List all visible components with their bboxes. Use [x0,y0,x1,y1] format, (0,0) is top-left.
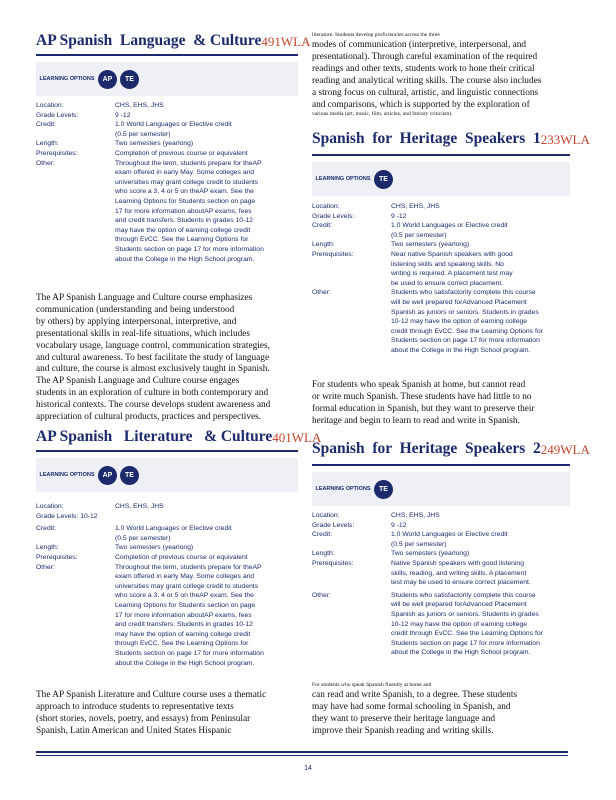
ap-badge-icon: AP [98,70,117,89]
detail-row-credit: Credit: 1.0 World Languages or Elective credit (0.5 per semester) [36,121,232,138]
course-code: 401WLA [272,430,322,445]
detail-row-prerequisites: Prerequisites: Native Spanish speakers with good listening skills, reading, and writing skills. A placement test may be used to ensure correct placement. [312,559,531,587]
footer-rule-thin [36,755,568,756]
course-code: 249WLA [540,442,590,457]
course-description: For students who speak Spanish at home, but cannot read or write much Spanish. These students have had little to no formal education in Spanish, but they want to preserve their heritage and begin to learn to read and write in Spanish. [312,380,535,426]
page-number: 14 [304,765,312,772]
course-description: The AP Spanish Literature and Culture course uses a thematic approach to introduce students to representative texts (short stories, novels, poetry, and essays) from Peninsular Spanish, Latin American and United States Hispanic [36,690,267,736]
learning-options-bar [36,62,298,96]
detail-row-length: Length: Two semesters (yearlong) [312,241,470,249]
course-code: 233WLA [540,132,590,147]
title-rule [312,154,570,156]
course-description: can read and write Spanish, to a degree. These students may have had some formal schooling in Spanish, and they want to preserve their heritage language and improve their Spanish reading and writing skills. [312,690,518,736]
detail-row-location: Location: CHS, EHS, JHS [312,203,440,210]
course-title-heritage-2: Spanish for Heritage Speakers 2 249WLA [312,440,590,457]
title-rule [36,450,298,452]
course-code: 491WLA [261,34,311,49]
course-title-ap-spanish-literature: AP Spanish Literature & Culture 401WLA [36,428,322,445]
detail-row-prerequisites: Prerequisites: Near native Spanish speakers with good listening skills and speaking skills. No writing is required. A placement test may be used to ensure correct placement. [312,250,513,287]
te-badge-icon: TE [374,480,393,499]
learning-options-bar [312,162,570,196]
detail-row-other: Other: Students who satisfactorily complete this course will be well prepared forAdvanced Placement Spanish as juniors or seniors. Students in grades 10-12 may have the option of earning college credit through EvCC. See the Learning Options for Students section on page 17 for more information about the College in the High School program. [312,289,543,354]
detail-row-length: Length: Two semesters (yearlong) [312,550,470,558]
ap-badge-icon: AP [98,466,117,485]
learning-options-label: LEARNING OPTIONS [39,471,95,478]
learning-options-bar [36,458,298,492]
te-badge-icon: TE [120,70,139,89]
course-details [312,202,570,356]
detail-row-grade: Grade Levels: 9 -12 [312,212,407,220]
detail-row-prerequisites: Prerequisites: Completion of previous course or equivalent [36,553,248,561]
te-badge-icon: TE [120,466,139,485]
learning-options-label: LEARNING OPTIONS [315,485,371,492]
course-details [36,502,298,668]
lead-small-text: For students who speak Spanish fluently at home and [312,682,432,688]
detail-row-grade: Grade Levels: 10-12 [36,512,98,520]
learning-options-label: LEARNING OPTIONS [315,175,371,182]
detail-row-prerequisites: Prerequisites: Completion of previous course or equivalent [36,149,248,157]
detail-row-credit: Credit: 1.0 World Languages or Elective credit (0.5 per semester) [312,222,508,239]
title-rule [36,54,298,56]
continued-description: modes of communication (interpretive, interpersonal, and presentational). Through careful examination of the required readings and other texts, students work to hone their critical reading and analytical writing skills. The course also includes a strong focus on cultural, artistic, and linguistic connections and comparisons, which is supported by the exploration of [312,40,542,110]
title-rule [312,464,570,466]
detail-row-location: Location: CHS, EHS, JHS [312,512,440,519]
detail-row-other: Other: Throughout the term, students prepare for theAP exam offered in early May. Some colleges and universities may grant college credit to students who score a 3, 4 or 5 on theAP exam. See the Learning Options for Students section on page 17 for more information aboutAP exams, fees and credit transfers. Students in grades 10-12 may have the option of earning college credit through EvCC. See the Learning Options for Students section on page 17 for more information about the College in the High School program. [36,159,264,263]
detail-row-other: Other: Students who satisfactorily complete this course will be well prepared forAdvanced Placement Spanish as juniors or seniors. Students in grades 10-12 may have the option of earning college credit through EvCC. See the Learning Options for Students section on page 17 for more information about the College in the High School program. [312,591,543,657]
course-title-ap-spanish-language: AP Spanish Language & Culture 491WLA [36,32,311,49]
footer-rule [36,751,568,753]
detail-row-length: Length: Two semesters (yearlong) [36,544,194,552]
learning-options-label: LEARNING OPTIONS [39,75,95,82]
course-details [36,101,298,264]
detail-row-grade: Grade Levels: 9 -12 [312,521,407,529]
course-description: The AP Spanish Language and Culture course emphasizes communication (understanding and being understood by others) by applying interpersonal, interpretive, and presentational skills in real-life situations, which includes vocabulary usage, language control, communication strategies, and cultural awareness. To best facilitate the study of language and culture, the course is almost exclusively taught in Spanish. The AP Spanish Language and Culture course engages students in an exploration of culture in both contemporary and historical contexts. The course develops student awareness and appreciation of cultural products, practices and perspectives. [36,293,271,423]
continued-small-text-2: various media (art, music, film, articles, and literary criticism). [312,111,453,117]
continued-small-text: literature. Students develop proficiencies across the three [312,32,440,38]
detail-row-other: Other: Throughout the term, students prepare for theAP exam offered in early May. Some colleges and universities may grant college credit to students who score a 3, 4 or 5 on theAP exam. See the Learning Options for Students section on page 17 for more information aboutAP exams, fees and credit transfers. Students in grades 10-12 may have the option of earning college credit through EvCC. See the Learning Options for Students section on page 17 for more information about the College in the High School program. [36,563,264,667]
course-title-heritage-1: Spanish for Heritage Speakers 1 233WLA [312,130,590,147]
detail-row-grade: Grade Levels: 9 -12 [36,111,131,119]
detail-row-length: Length: Two semesters (yearlong) [36,140,194,148]
detail-row-location: Location: CHS, EHS, JHS [36,102,164,109]
detail-row-location: Location: CHS, EHS, JHS [36,503,164,510]
learning-options-bar [312,472,570,506]
detail-row-credit: Credit: 1.0 World Languages or Elective credit (0.5 per semester) [312,531,508,548]
course-details [312,511,570,658]
detail-row-credit: Credit: 1.0 World Languages or Elective credit (0.5 per semester) [36,525,232,542]
te-badge-icon: TE [374,170,393,189]
